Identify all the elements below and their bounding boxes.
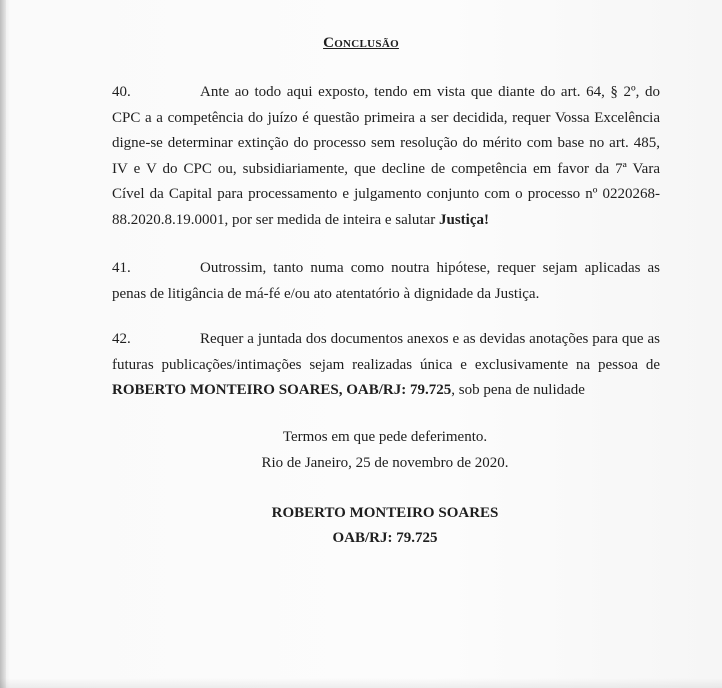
- paragraph-bold-tail: Justiça!: [439, 211, 489, 228]
- paragraph-40: [112, 80, 660, 233]
- paragraph-text: Ante ao todo aqui exposto, tendo em vista que diante do art. 64, § 2º, do CPC a a competência do juízo é questão primeira a ser decidida, requer Vossa Excelência digne-se determinar extinção do processo sem resolução do mérito com base no art. 485, IV e V do CPC ou, subsidiariamente, que decline de competência em favor da 7ª Vara Cível da Capital para processamento e julgamento conjunto com o processo nº 0220268-88.2020.8.19.0001, por ser medida de inteira e salutar: [112, 84, 660, 228]
- paragraph-42: [112, 327, 660, 404]
- paragraph-text: Outrossim, tanto numa como noutra hipótese, requer sejam aplicadas as penas de litigância de má-fé e/ou ato atentatório à dignidade da Justiça.: [112, 260, 660, 302]
- page-bottom-shadow: [0, 678, 722, 688]
- paragraph-number: 41.: [112, 260, 131, 276]
- paragraph-tail: , sob pena de nulidade: [451, 382, 585, 398]
- page-edge-shadow: [0, 0, 6, 688]
- closing-line-2: Rio de Janeiro, 25 de novembro de 2020.: [261, 455, 509, 471]
- paragraph-41: [112, 256, 660, 307]
- closing-line-1: Termos em que pede deferimento.: [282, 429, 488, 445]
- section-heading: Conclusão: [323, 35, 399, 51]
- paragraph-number: 42.: [112, 331, 131, 347]
- paragraph-number: 40.: [112, 84, 131, 100]
- paragraph-text: Requer a juntada dos documentos anexos e as devidas anotações para que as futuras publicações/intimações sejam realizadas única e exclusivamente na pessoa de: [112, 331, 660, 373]
- paragraph-bold-tail: ROBERTO MONTEIRO SOARES, OAB/RJ: 79.725: [112, 382, 452, 398]
- signature-name: ROBERTO MONTEIRO SOARES: [271, 505, 499, 521]
- signature-oab: OAB/RJ: 79.725: [332, 530, 438, 546]
